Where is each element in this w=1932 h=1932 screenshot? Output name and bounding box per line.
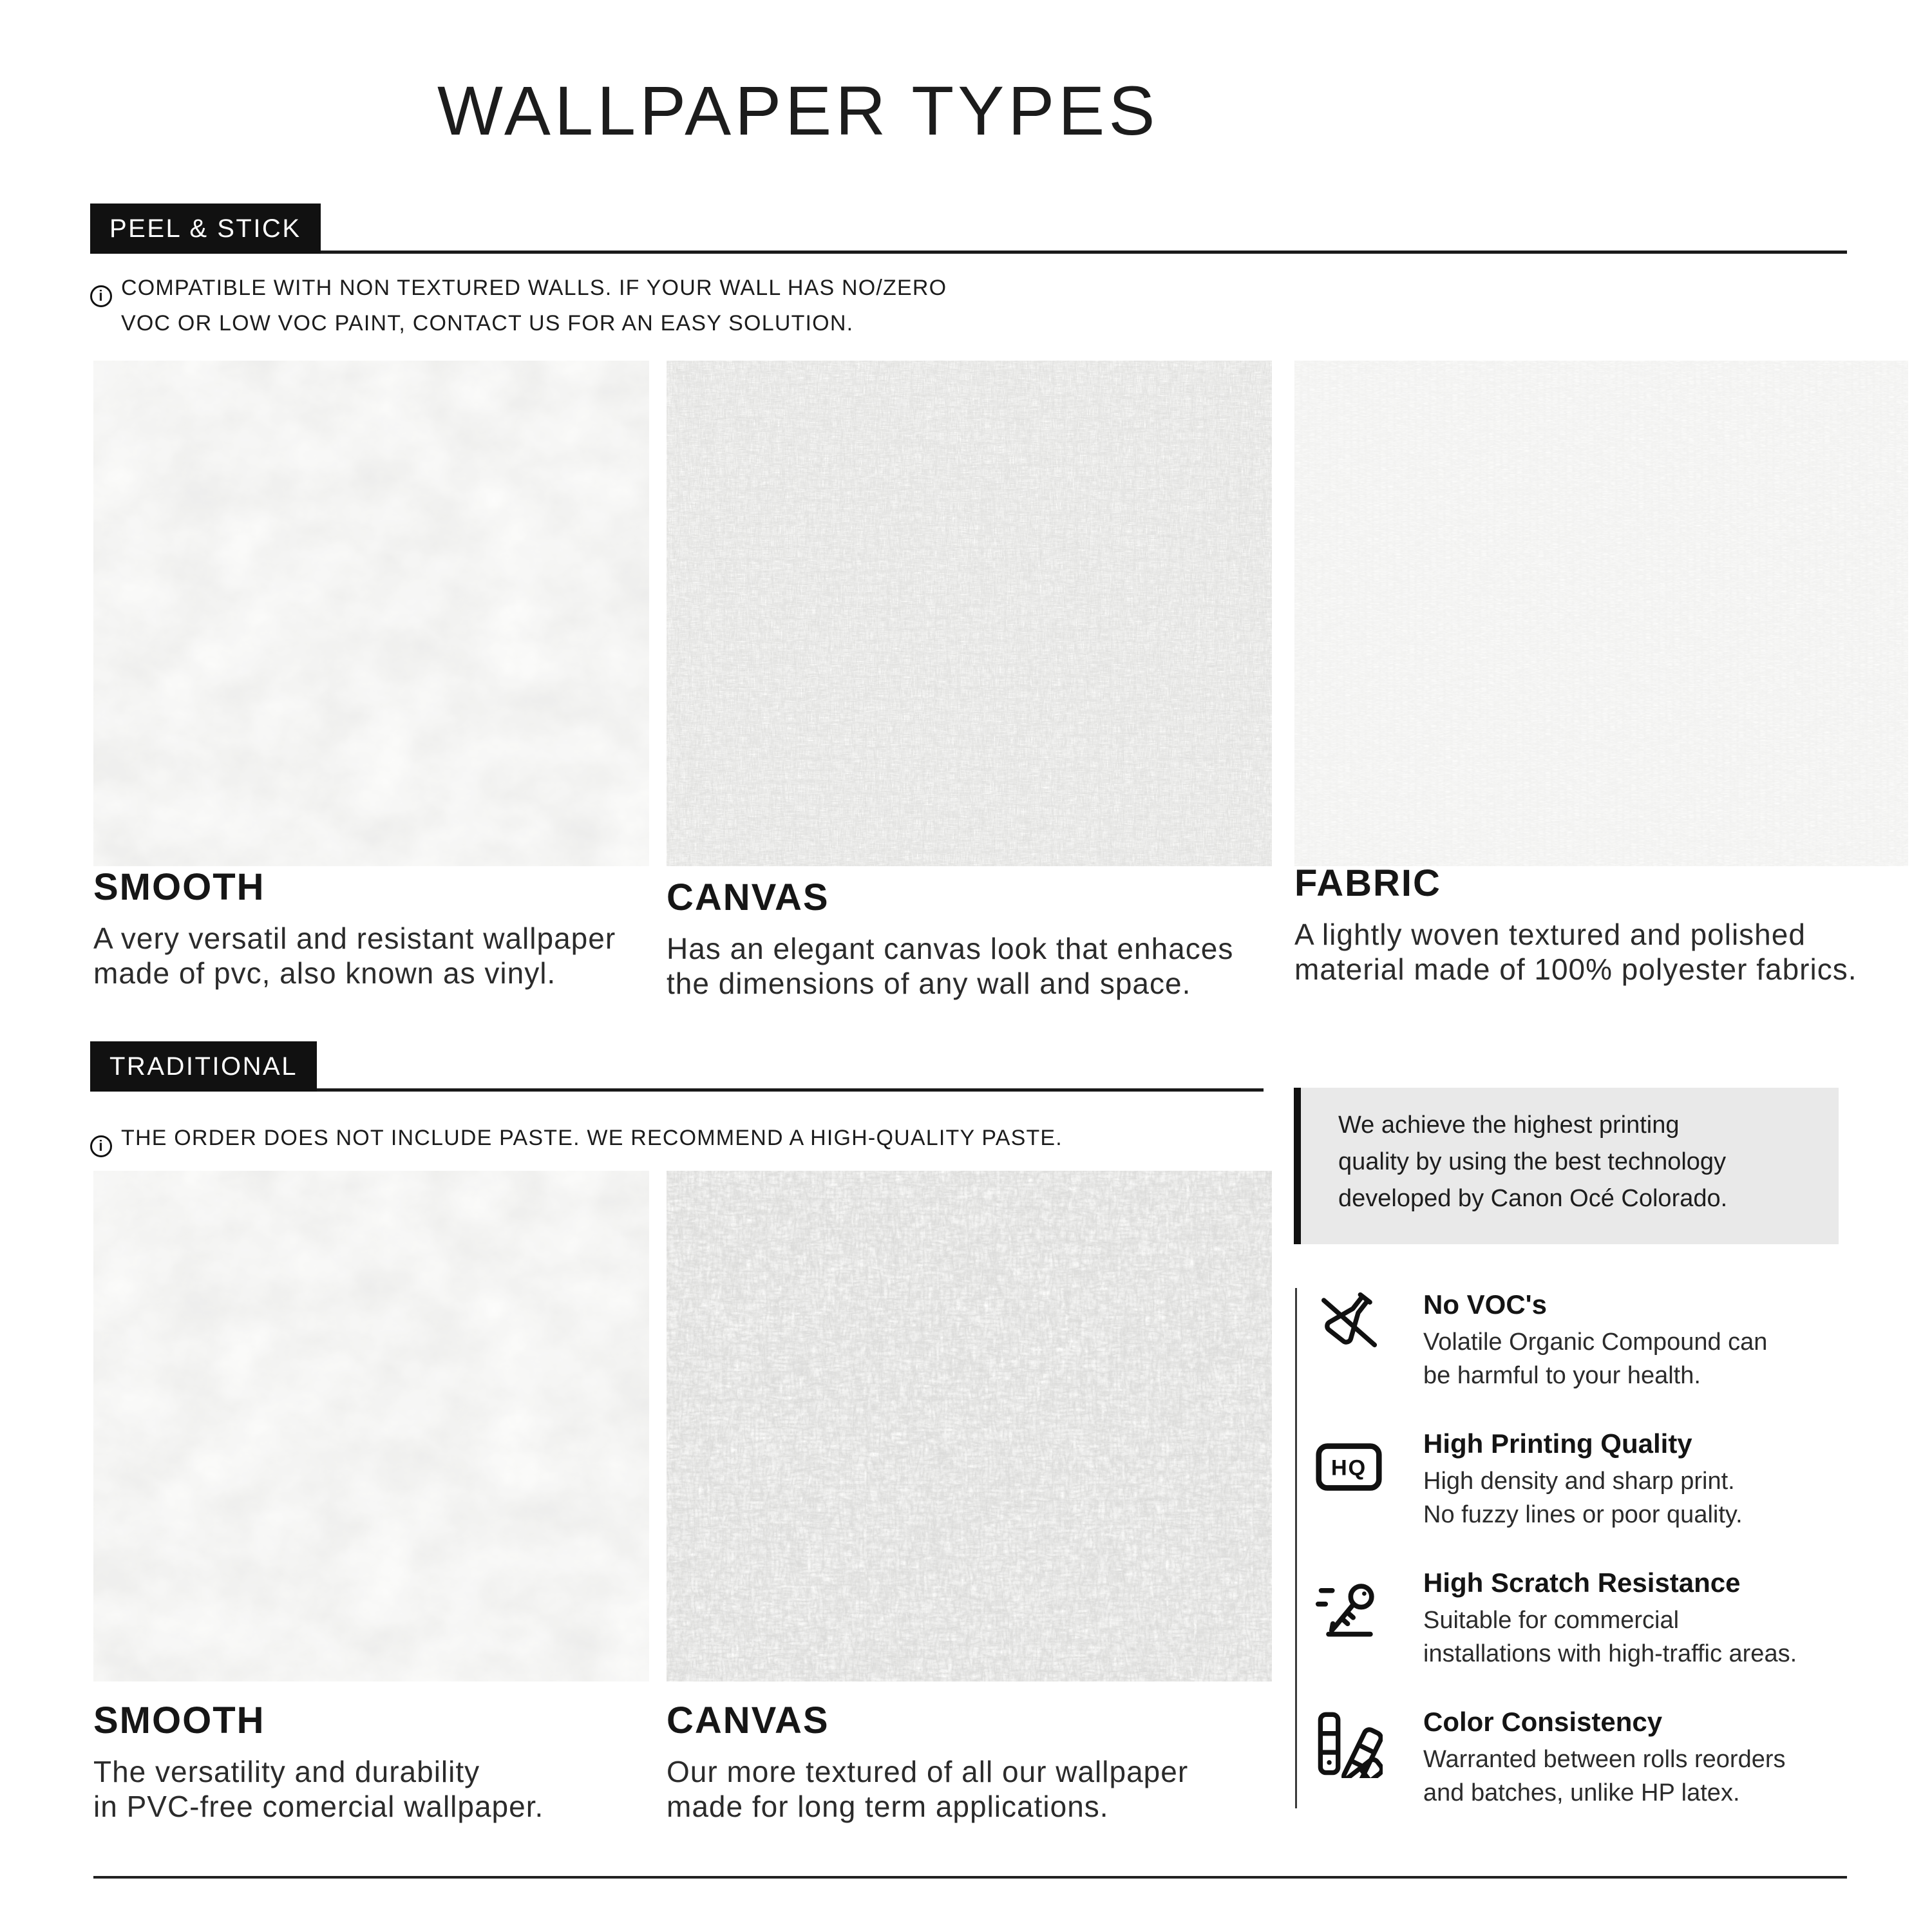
feature-title-printing-quality: High Printing Quality — [1423, 1428, 1692, 1459]
desc-line: Our more textured of all our wallpaper — [667, 1755, 1189, 1788]
feature-title-scratch-resistance: High Scratch Resistance — [1423, 1567, 1741, 1598]
peel-stick-note-text-2: VOC OR LOW VOC PAINT, CONTACT US FOR AN EASY SOLUTION. — [121, 310, 854, 336]
type-name-peel-canvas: CANVAS — [667, 876, 829, 918]
quality-note-line-3: developed by Canon Océ Colorado. — [1338, 1185, 1728, 1212]
desc-line: A very versatil and resistant wallpaper — [93, 922, 616, 955]
features-divider — [1295, 1288, 1297, 1808]
type-name-peel-smooth: SMOOTH — [93, 866, 265, 908]
swatch-peel-fabric-image — [1294, 361, 1908, 866]
type-desc-traditional-canvas — [667, 1754, 1188, 1824]
type-name-traditional-canvas: CANVAS — [667, 1700, 829, 1741]
desc-line: Warranted between rolls reorders — [1423, 1746, 1786, 1773]
hq-icon-label: HQ — [1331, 1455, 1367, 1481]
section-label-peel-stick: PEEL & STICK — [90, 204, 321, 254]
desc-line: High density and sharp print. — [1423, 1468, 1735, 1495]
desc-line: installations with high-traffic areas. — [1423, 1640, 1797, 1667]
quality-note-line-1: We achieve the highest printing — [1338, 1112, 1680, 1139]
desc-line: made for long term applications. — [667, 1790, 1109, 1823]
peel-stick-note-text-1: COMPATIBLE WITH NON TEXTURED WALLS. IF YOUR WALL HAS NO/ZERO — [121, 276, 947, 300]
desc-line: material made of 100% polyester fabrics. — [1294, 952, 1857, 986]
hq-badge-icon — [1315, 1441, 1383, 1493]
note-line-1 — [90, 272, 947, 307]
desc-line: Has an elegant canvas look that enhaces — [667, 932, 1234, 965]
desc-line: The versatility and durability — [93, 1755, 480, 1788]
type-desc-peel-canvas — [667, 931, 1233, 1001]
printing-quality-callout — [1294, 1088, 1839, 1244]
note-line-1 — [90, 1122, 1063, 1157]
peel-stick-divider — [90, 251, 1847, 254]
scratch-key-icon — [1315, 1574, 1383, 1642]
swatch-peel-smooth-image — [93, 361, 649, 866]
feature-title-no-voc: No VOC's — [1423, 1289, 1548, 1320]
desc-line: the dimensions of any wall and space. — [667, 967, 1191, 1000]
desc-line: and batches, unlike HP latex. — [1423, 1779, 1740, 1806]
traditional-note-text: THE ORDER DOES NOT INCLUDE PASTE. WE RECOMMEND A HIGH-QUALITY PASTE. — [121, 1126, 1063, 1150]
feature-desc-no-voc — [1423, 1325, 1767, 1392]
desc-line: Suitable for commercial — [1423, 1607, 1680, 1634]
info-icon — [90, 285, 112, 307]
type-desc-peel-fabric — [1294, 917, 1857, 987]
desc-line: in PVC-free comercial wallpaper. — [93, 1790, 544, 1823]
page-title: WALLPAPER TYPES — [437, 71, 1159, 149]
feature-desc-color-consistency — [1423, 1743, 1786, 1810]
type-desc-traditional-smooth — [93, 1754, 544, 1824]
traditional-note — [90, 1122, 1063, 1157]
no-voc-flask-icon — [1315, 1285, 1383, 1353]
type-desc-peel-smooth — [93, 921, 616, 990]
color-swatches-icon — [1315, 1710, 1383, 1778]
type-name-peel-fabric: FABRIC — [1294, 862, 1441, 904]
feature-title-color-consistency: Color Consistency — [1423, 1707, 1663, 1737]
type-name-traditional-smooth: SMOOTH — [93, 1700, 265, 1741]
swatch-traditional-canvas-image — [667, 1171, 1272, 1681]
section-label-traditional: TRADITIONAL — [90, 1041, 317, 1092]
desc-line: Volatile Organic Compound can — [1423, 1329, 1768, 1356]
swatch-traditional-smooth-image — [93, 1171, 649, 1681]
quality-note-line-2: quality by using the best technology — [1338, 1148, 1727, 1175]
feature-desc-scratch-resistance — [1423, 1604, 1797, 1671]
desc-line: made of pvc, also known as vinyl. — [93, 956, 556, 990]
info-icon — [90, 1135, 112, 1157]
desc-line: be harmful to your health. — [1423, 1362, 1701, 1389]
feature-desc-printing-quality — [1423, 1464, 1743, 1531]
peel-stick-note — [90, 272, 947, 339]
footer-divider — [93, 1876, 1847, 1879]
desc-line: No fuzzy lines or poor quality. — [1423, 1501, 1743, 1528]
swatch-peel-canvas-image — [667, 361, 1272, 866]
desc-line: A lightly woven textured and polished — [1294, 918, 1806, 951]
